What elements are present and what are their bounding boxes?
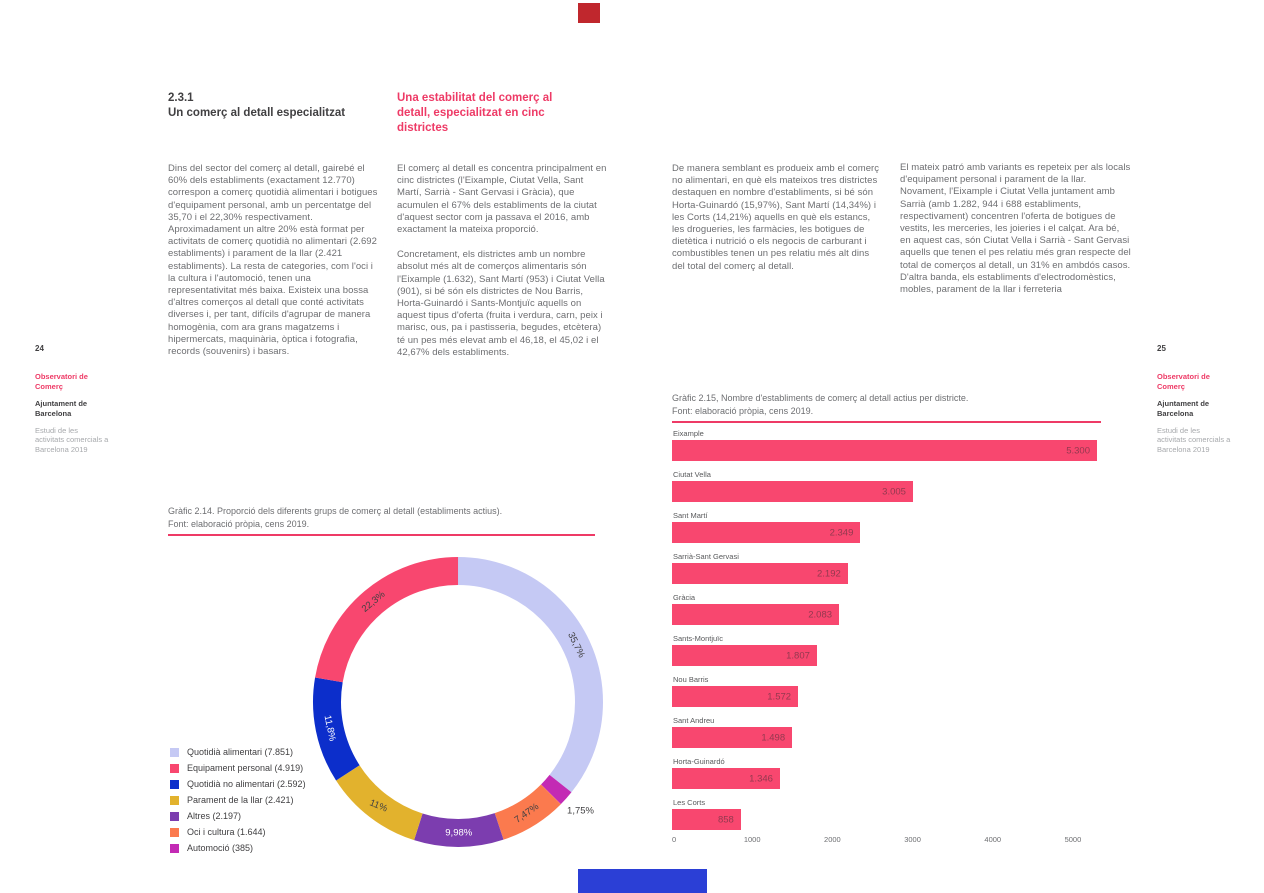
bar-value-label: 5.300 [1066, 445, 1090, 456]
page-edge-marker-red [578, 3, 600, 23]
bar-chart [672, 429, 1097, 839]
bar [672, 645, 817, 666]
donut-legend [170, 747, 306, 859]
donut-slice-label: 11,8% [321, 714, 338, 743]
legend-item [170, 827, 306, 837]
legend-label: Oci i cultura (1.644) [187, 827, 266, 837]
axis-tick-label: 4000 [984, 835, 1002, 844]
caption-rule [168, 534, 595, 536]
legend-swatch-icon [170, 828, 179, 837]
legend-swatch-icon [170, 844, 179, 853]
section-title: Un comerç al detall especialitzat [168, 107, 346, 119]
bar-category-label: Sant Andreu [673, 716, 715, 725]
page-number-right: 25 [1157, 344, 1166, 353]
donut-slice-label: 9,98% [445, 827, 473, 839]
chart-2-15-caption [672, 392, 1112, 418]
paragraph: El mateix patró amb variants es repeteix per als locals d'equipament personal i parament de la llar. Novament, l'Eixample i Ciutat Vella juntament amb Sarrià (amb 1.282, 944 i 688 establiments, respectivament) concentren l'oferta de botigues de vestits, les merceries, les joieries i el calçat. Ara bé, en aquest cas, són Ciutat Vella i Sarrià - Sant Gervasi aquells que tenen el pes relatiu més gran respecte del total de comerços al detall, un 31% en ambdós casos. D'altra banda, els establiments d'electrodomèstics, mobles, parament de la llar i ferreteria [900, 162, 1131, 296]
chart-caption-line: Gràfic 2.14. Proporció dels diferents grups de comerç al detall (establiments actius). [168, 506, 503, 516]
paragraph: El comerç al detall es concentra principalment en cinc districtes (l'Eixample, Ciutat Vella, Sant Martí, Sarrià - Sant Gervasi i Gràcia), que acumulen el 67% dels establiments de la ciutat d'aquest sector com ja passava el 2016, amb exactament la mateixa proporció. [397, 163, 607, 236]
legend-label: Quotidià alimentari (7.851) [187, 747, 294, 757]
bar-row [672, 757, 1097, 789]
bar-row [672, 593, 1097, 625]
bar [672, 440, 1097, 461]
left-margin-column [35, 344, 109, 454]
legend-item [170, 843, 306, 853]
bar [672, 809, 741, 830]
bar-value-label: 1.498 [761, 732, 786, 743]
legend-item [170, 811, 306, 821]
bar [672, 522, 860, 543]
bar-row [672, 552, 1097, 584]
bar-category-label: Ciutat Vella [673, 470, 711, 479]
bar-row [672, 798, 1097, 830]
chart-2-14-caption [168, 505, 608, 531]
bar [672, 481, 913, 502]
bar-value-label: 2.349 [829, 527, 854, 538]
bar-value-label: 1.572 [767, 691, 792, 702]
donut-slice-label: 11% [367, 797, 389, 815]
bar-chart-x-axis [672, 835, 1122, 847]
legend-item [170, 747, 306, 757]
chart-source-line: Font: elaboració pròpia, cens 2019. [672, 406, 814, 416]
chart-source-line: Font: elaboració pròpia, cens 2019. [168, 519, 310, 529]
donut-chart [303, 547, 613, 857]
bar-category-label: Horta-Guinardó [673, 757, 725, 766]
legend-item [170, 795, 306, 805]
donut-slice-label: 7,47% [512, 801, 542, 826]
chart-caption-line: Gràfic 2.15, Nombre d'establiments de comerç al detall actius per districte. [672, 393, 969, 403]
bar-row [672, 634, 1097, 666]
legend-swatch-icon [170, 796, 179, 805]
bar-category-label: Sant Martí [673, 511, 708, 520]
bar-category-label: Sarrià-Sant Gervasi [673, 552, 739, 561]
legend-label: Altres (2.197) [187, 811, 242, 821]
legend-label: Automoció (385) [187, 843, 254, 853]
bar-category-label: Eixample [673, 429, 704, 438]
observatori-brand-label: Observatori de Comerç [1157, 372, 1210, 391]
bar-value-label: 2.083 [808, 609, 833, 620]
donut-slice-label: 35,7% [565, 630, 587, 660]
bar-value-label: 858 [717, 814, 734, 825]
legend-item [170, 763, 306, 773]
bar [672, 563, 848, 584]
right-margin-column [1157, 344, 1231, 454]
bar-row [672, 675, 1097, 707]
donut-slice-label: 22,3% [359, 588, 388, 615]
legend-swatch-icon [170, 748, 179, 757]
bar [672, 768, 780, 789]
bar-category-label: Nou Barris [673, 675, 709, 684]
donut-slice-label: 1,75% [567, 805, 594, 817]
text-column-1 [168, 163, 380, 371]
bar-row [672, 716, 1097, 748]
legend-swatch-icon [170, 764, 179, 773]
axis-tick-label: 5000 [1064, 835, 1082, 844]
paragraph: Dins del sector del comerç al detall, gairebé el 60% dels establiments (exactament 12.770) correspon a comerç quotidià alimentari i botigues d'equipament personal, amb un percentatge del 35,70 i el 22,30% respectivament. Aproximadament un altre 20% està format per activitats de comerç quotidià no alimentari (2.692 establiments) i parament de la llar (2.421 establiments). La resta de categories, com l'oci i la cultura i l'automoció, tenen una representativitat més baixa. Existeix una bossa d'altres comerços al detall que conté activitats diverses i, per tant, difícils d'agrupar de manera homogènia, com ara grans magatzems i hipermercats, maquinària, òptica i fotografia, records (souvenirs) i basars. [168, 163, 378, 358]
bar-category-label: Sants-Montjuïc [673, 634, 724, 643]
text-column-3 [672, 163, 884, 286]
bar [672, 686, 798, 707]
ajuntament-label: Ajuntament de Barcelona [35, 399, 88, 418]
donut-slice [307, 551, 609, 853]
lead-heading: Una estabilitat del comerç al detall, especialitzat en cinc districtes [397, 92, 553, 134]
bar-row [672, 511, 1097, 543]
legend-item [170, 779, 306, 789]
section-number: 2.3.1 [168, 92, 194, 104]
page-edge-marker-blue [578, 869, 707, 893]
bar-category-label: Gràcia [673, 593, 696, 602]
legend-label: Parament de la llar (2.421) [187, 795, 294, 805]
axis-tick-label: 2000 [824, 835, 841, 844]
bar-value-label: 1.807 [786, 650, 810, 661]
caption-rule [672, 421, 1101, 423]
axis-tick-label: 3000 [904, 835, 921, 844]
bar-category-label: Les Corts [673, 798, 706, 807]
axis-tick-label: 0 [672, 835, 677, 844]
bar [672, 604, 839, 625]
study-title-label: Estudi de les activitats comercials a Barcelona 2019 [35, 426, 109, 454]
legend-label: Equipament personal (4.919) [187, 763, 304, 773]
page-number-left: 24 [35, 344, 44, 353]
ajuntament-label: Ajuntament de Barcelona [1157, 399, 1210, 418]
legend-swatch-icon [170, 812, 179, 821]
study-title-label: Estudi de les activitats comercials a Barcelona 2019 [1157, 426, 1231, 454]
bar-row [672, 470, 1097, 502]
legend-swatch-icon [170, 780, 179, 789]
paragraph: Concretament, els districtes amb un nombre absolut més alt de comerços alimentaris són l'Eixample (1.632), Sant Martí (953) i Ciutat Vella (901), si bé són els districtes de Nou Barris, Horta-Guinardó i Sants-Montjuïc aquells on aquest tipus d'oferta (fruita i verdura, carn, peix i marisc, ous, pa i pastisseria, begudes, etcètera) té un pes més elevat amb el 46,18, el 45,02 i el 42,67% dels establiments. [397, 249, 605, 358]
paragraph: De manera semblant es produeix amb el comerç no alimentari, en què els mateixos tres districtes destaquen en nombre d'establiments, si bé són Horta-Guinardó (15,97%), Sant Martí (14,34%) i les Corts (14,21%) aquells en què els estancs, les drogueries, les farmàcies, les botigues de dietètica i nutrició o els negocis de carburant i combustibles tenen un pes relatiu més alt dins del total del comerç al detall. [672, 163, 880, 272]
bar-row [672, 429, 1097, 461]
bar-value-label: 2.192 [816, 568, 841, 579]
text-column-4 [900, 162, 1132, 309]
axis-tick-label: 1000 [743, 835, 761, 844]
section-heading [168, 91, 393, 121]
bar-value-label: 3.005 [882, 486, 906, 497]
bar-value-label: 1.346 [749, 773, 773, 784]
text-column-2 [397, 163, 609, 372]
observatori-brand-label: Observatori de Comerç [35, 372, 88, 391]
bar [672, 727, 792, 748]
legend-label: Quotidià no alimentari (2.592) [187, 779, 306, 789]
